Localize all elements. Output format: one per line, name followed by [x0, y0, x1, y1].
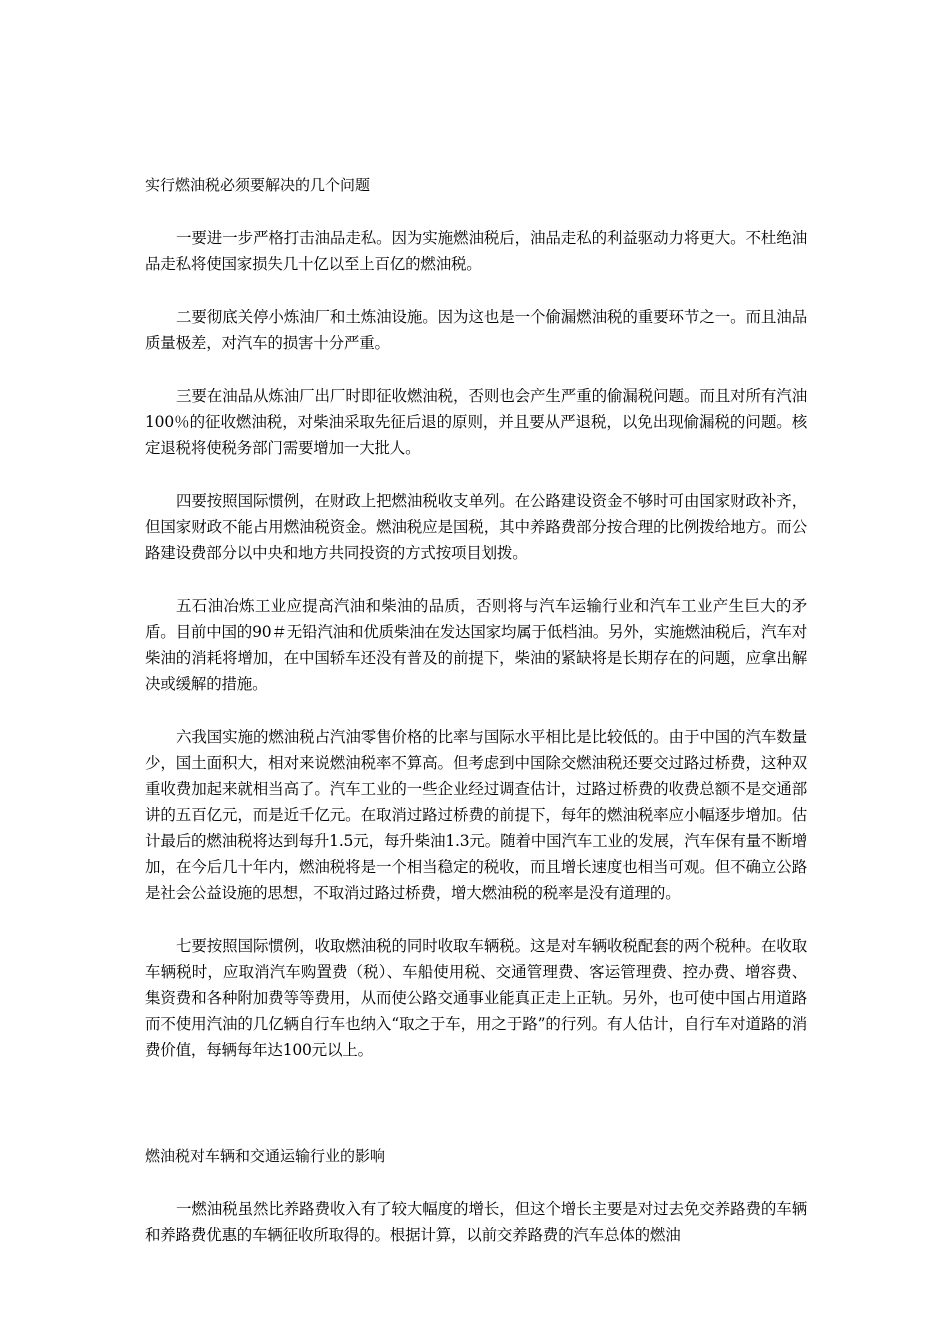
paragraph: 四要按照国际惯例，在财政上把燃油税收支单列。在公路建设资金不够时可由国家财政补齐，但国家财政不能占用燃油税资金。燃油税应是国税，其中养路费部分按合理的比例拨给地方。而公路建设费部分以中央和地方共同投资的方式按项目划拨。 — [145, 492, 807, 562]
section-title: 燃油税对车辆和交通运输行业的影响 — [145, 1147, 386, 1165]
paragraph: 五石油冶炼工业应提高汽油和柴油的品质，否则将与汽车运输行业和汽车工业产生巨大的矛盾。目前中国的90＃无铅汽油和优质柴油在发达国家均属于低档油。另外，实施燃油税后，汽车对柴油的消耗将增加，在中国轿车还没有普及的前提下，柴油的紧缺将是长期存在的问题，应拿出解决或缓解的措施。 — [145, 597, 807, 693]
paragraph: 一燃油税虽然比养路费收入有了较大幅度的增长，但这个增长主要是对过去免交养路费的车辆和养路费优惠的车辆征收所取得的。根据计算，以前交养路费的汽车总体的燃油 — [145, 1200, 807, 1244]
spacer — [145, 566, 807, 593]
paragraph: 二要彻底关停小炼油厂和土炼油设施。因为这也是一个偷漏燃油税的重要环节之一。而且油品质量极差，对汽车的损害十分严重。 — [145, 308, 807, 352]
paragraph: 七要按照国际惯例，收取燃油税的同时收取车辆税。这是对车辆收税配套的两个税种。在收取车辆税时，应取消汽车购置费（税）、车船使用税、交通管理费、客运管理费、控办费、增容费、集资费和各种附加费等等费用，从而使公路交通事业能真正走上正轨。另外，也可使中国占用道路而不使用汽油的几亿辆自行车也纳入“取之于车，用之于路”的行列。有人估计，自行车对道路的消费价值，每辆每年达100元以上。 — [145, 937, 807, 1059]
spacer — [145, 277, 807, 304]
spacer — [145, 356, 807, 383]
paragraph: 三要在油品从炼油厂出厂时即征收燃油税，否则也会产生严重的偷漏税问题。而且对所有汽油100％的征收燃油税，对柴油采取先征后退的原则，并且要从严退税，以免出现偷漏税的问题。核定退税将使税务部门需要增加一大批人。 — [145, 387, 807, 457]
spacer — [145, 461, 807, 488]
paragraph: 六我国实施的燃油税占汽油零售价格的比率与国际水平相比是比较低的。由于中国的汽车数量少，国土面积大，相对来说燃油税率不算高。但考虑到中国除交燃油税还要交过路过桥费，这种双重收费加起来就相当高了。汽车工业的一些企业经过调查估计，过路过桥费的收费总额不是交通部讲的五百亿元，而是近千亿元。在取消过路过桥费的前提下，每年的燃油税率应小幅逐步增加。估计最后的燃油税将达到每升1.5元，每升柴油1.3元。随着中国汽车工业的发展，汽车保有量不断增加，在今后几十年内，燃油税将是一个相当稳定的税收，而且增长速度也相当可观。但不确立公路是社会公益设施的思想，不取消过路过桥费，增大燃油税的税率是没有道理的。 — [145, 728, 807, 902]
paragraph: 一要进一步严格打击油品走私。因为实施燃油税后，油品走私的利益驱动力将更大。不杜绝油品走私将使国家损失几十亿以至上百亿的燃油税。 — [145, 229, 807, 273]
spacer — [145, 906, 807, 933]
spacer — [145, 1063, 807, 1143]
section-title: 实行燃油税必须要解决的几个问题 — [145, 176, 371, 194]
spacer — [145, 697, 807, 724]
spacer — [145, 1169, 807, 1196]
document-body — [145, 172, 807, 1248]
spacer — [145, 198, 807, 225]
